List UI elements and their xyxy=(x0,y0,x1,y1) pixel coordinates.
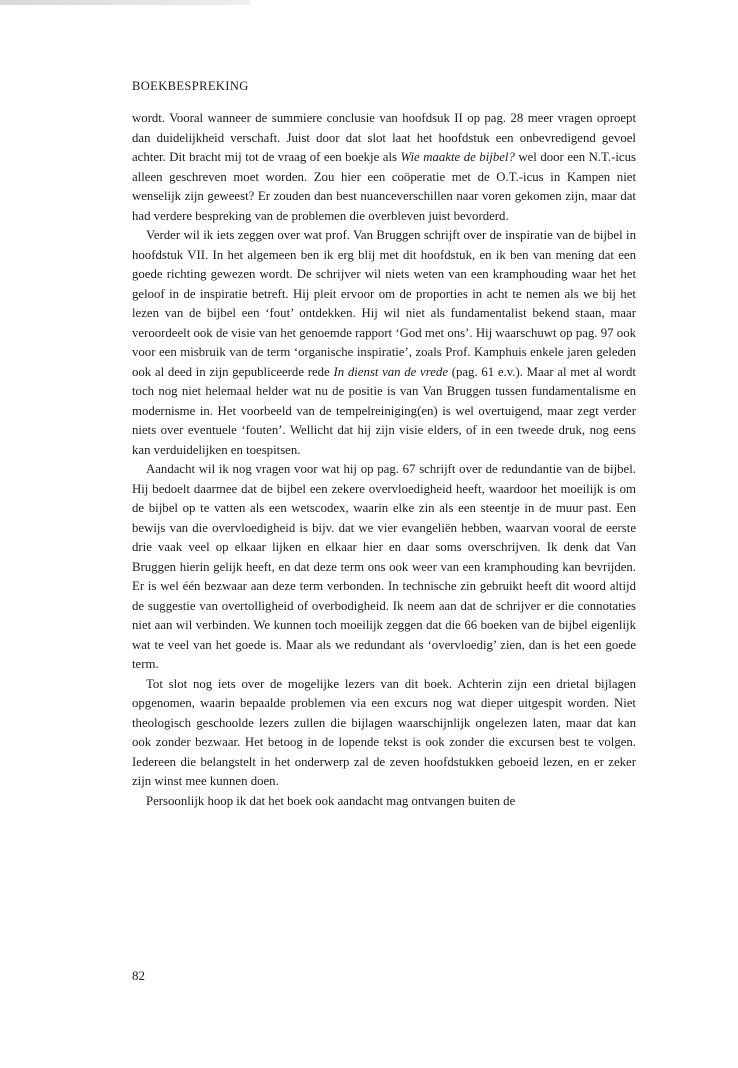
paragraph xyxy=(132,460,636,675)
text-run: (pag. 61 e.v.). Maar al met al wordt toch nog niet helemaal helder wat nu de positie is van Van Bruggen tussen fundamentalisme en modernisme in. Het voorbeeld van de tempelreiniging(en) is wel overtuigend, maar zegt verder niets over eventuele ‘fouten’. Wellicht dat hij zijn visie elders, of in een tweede druk, nog eens kan verduidelijken en toespitsen. xyxy=(132,364,636,457)
paragraph xyxy=(132,226,636,460)
text-run: wel door een N.T.-icus alleen geschreven moet worden. Zou hier een coöperatie met de O.T.-icus in Kampen niet wenselijk zijn geweest? Er zouden dan best nuanceverschillen naar voren gekomen zijn, maar dat had verdere bespreking van de problemen die overbleven juist bevorderd. xyxy=(132,150,636,223)
text-run: Persoonlijk hoop ik dat het boek ook aandacht mag ontvangen buiten de xyxy=(146,793,516,808)
text-run: Verder wil ik iets zeggen over wat prof. Van Bruggen schrijft over de inspiratie van de bijbel in hoofdstuk VII. In het algemeen ben ik erg blij met dit hoofdstuk, en ik ben van mening dat een goede richting gewezen wordt. De schrijver wil niets weten van een kramphouding waar het het geloof in de inspiratie betreft. Hij pleit ervoor om de proporties in acht te nemen als we bij het lezen van de bijbel een ‘fout’ ontdekken. Hij wil niet als fundamentalist bekend staan, maar veroordeelt ook de visie van het genoemde rapport ‘God met ons’. Hij waarschuwt op pag. 97 ook voor een misbruik van de term ‘organische inspiratie’, zoals Prof. Kamphuis enkele jaren geleden ook al deed in zijn gepubliceerde rede xyxy=(132,228,636,379)
italic-title: In dienst van de vrede xyxy=(333,364,448,379)
paragraph xyxy=(132,792,636,812)
text-run: Tot slot nog iets over de mogelijke lezers van dit boek. Achterin zijn een drietal bijlagen opgenomen, waarin bepaalde problemen via een excurs nog wat dieper uitgespit worden. Niet theologisch geschoolde lezers zullen die bijlagen waarschijnlijk ongelezen laten, maar dat kan ook zonder bezwaar. Het betoog in de lopende tekst is ook zonder die excursen best te volgen. Iedereen die belangstelt in het onderwerp zal de zeven hoofdstukken geboeid lezen, en er zeker zijn winst mee kunnen doen. xyxy=(132,676,636,788)
scan-edge-strip xyxy=(0,0,250,5)
paragraph xyxy=(132,675,636,792)
running-header: BOEKBESPREKING xyxy=(132,79,249,93)
text-run: wordt. Vooral wanneer de summiere conclusie van hoofdsuk II op pag. 28 meer vragen oproept dan duidelijkheid verschaft. Juist door dat slot laat het hoofdstuk een onbevredigend gevoel achter. Dit bracht mij tot de vraag of een boekje als xyxy=(132,111,636,164)
page-number: 82 xyxy=(132,968,145,983)
italic-title: Wie maakte de bijbel? xyxy=(400,150,515,164)
body-text xyxy=(132,109,636,811)
text-run: Aandacht wil ik nog vragen voor wat hij op pag. 67 schrijft over de redundantie van de bijbel. Hij bedoelt daarmee dat de bijbel een zekere overvloedigheid heeft, waardoor het moeilijk is om de bijbel op te vatten als een wetscodex, waarin elke zin als een steentje in de muur past. Een bewijs van die overvloedigheid is bijv. dat we vier evangeliën hebben, waarvan vooral de eerste drie vaak veel op elkaar lijken en elkaar hier en daar soms overschrijven. Ik denk dat Van Bruggen hierin gelijk heeft, en dat deze term ons ook weer van een kramphouding kan bevrijden. Er is wel één bezwaar aan deze term verbonden. In technische zin gebruikt heeft dit woord altijd de suggestie van overtolligheid of overbodigheid. Ik neem aan dat de schrijver er die connotaties niet aan wil verbinden. We kunnen toch moeilijk zeggen dat die 66 boeken van de bijbel eigenlijk wat te veel van het goede is. Maar als we redundant als ‘overvloedig’ zien, dan is het een goede term. xyxy=(132,462,636,671)
paragraph xyxy=(132,109,636,226)
